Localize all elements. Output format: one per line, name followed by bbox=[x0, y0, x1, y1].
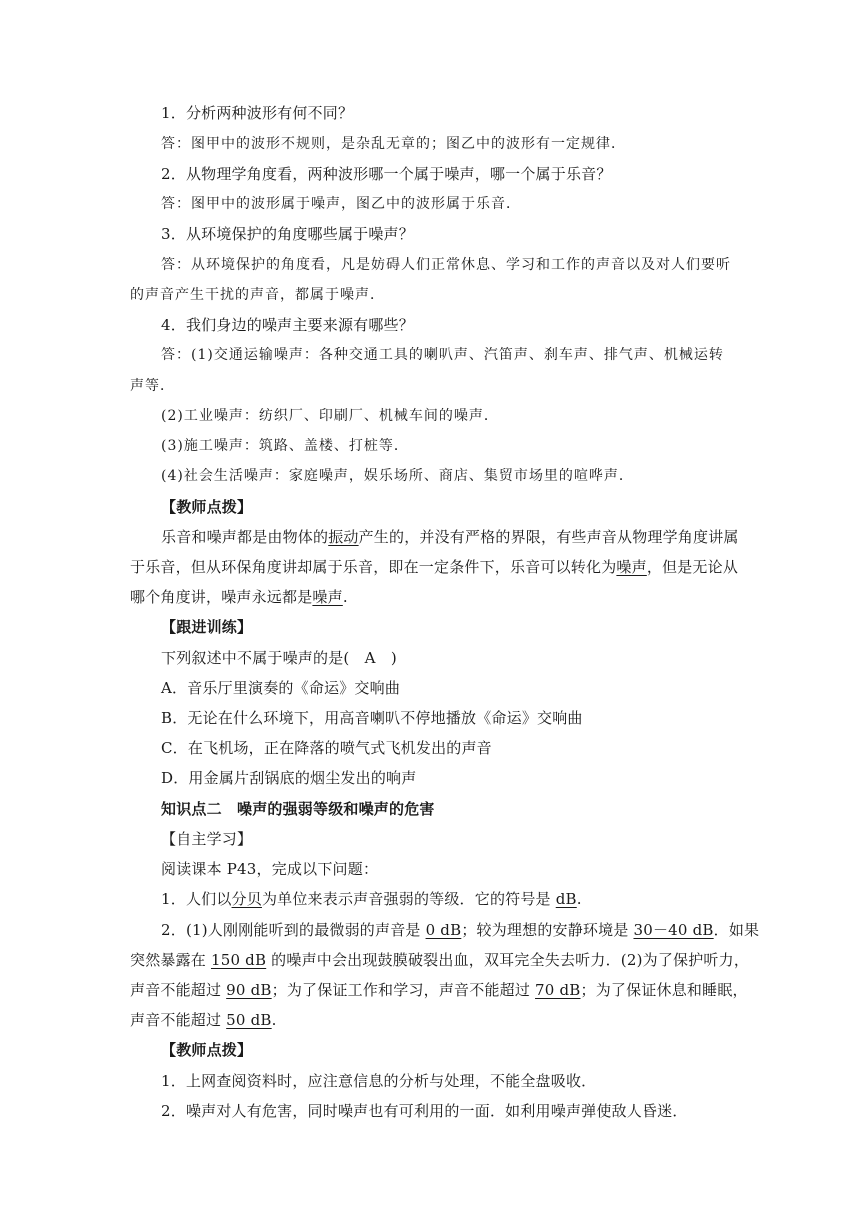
option-b: B．无论在什么环境下，用高音喇叭不停地播放《命运》交响曲 bbox=[161, 709, 583, 727]
question-2: 2．从物理学角度看，两种波形哪一个属于噪声，哪一个属于乐音？ bbox=[161, 165, 612, 183]
option-a: A．音乐厅里演奏的《命运》交响曲 bbox=[161, 679, 401, 697]
teacher-tip-heading-2: 【教师点拨】 bbox=[161, 1041, 253, 1059]
question-4: 4．我们身边的噪声主要来源有哪些？ bbox=[161, 316, 414, 334]
teacher-tip-heading: 【教师点拨】 bbox=[161, 498, 253, 516]
self-study-heading: 【自主学习】 bbox=[161, 830, 253, 848]
teacher-tip-line-1: 乐音和噪声都是由物体的振动产生的，并没有严格的界限，有些声音从物理学角度讲属 bbox=[161, 528, 739, 546]
option-d: D．用金属片刮锅底的烟尘发出的响声 bbox=[161, 769, 417, 787]
answer-3-line-1: 答：从环境保护的角度看，凡是妨碍人们正常休息、学习和工作的声音以及对人们要听 bbox=[161, 257, 731, 273]
answer-4-item-3: (3)施工噪声：筑路、盖楼、打桩等． bbox=[161, 438, 409, 454]
question-3: 3．从环境保护的角度哪些属于噪声？ bbox=[161, 225, 414, 243]
answer-4-line-1: 答：(1)交通运输噪声：各种交通工具的喇叭声、汽笛声、刹车声、排气声、机械运转 bbox=[161, 347, 724, 363]
item-2-line-3: 声音不能超过 90 dB；为了保证工作和学习，声音不能超过 70 dB；为了保证休息和睡眠， bbox=[130, 981, 748, 999]
question-1: 1．分析两种波形有何不同？ bbox=[161, 104, 354, 122]
tip-1: 1．上网查阅资料时，应注意信息的分析与处理，不能全盘吸收． bbox=[161, 1072, 597, 1090]
item-2-line-1: 2．(1)人刚刚能听到的最微弱的声音是 0 dB；较为理想的安静环境是 30－40 dB．如果 bbox=[161, 921, 760, 939]
section-title: 知识点二 噪声的强弱等级和噪声的危害 bbox=[161, 800, 435, 818]
self-study-intro: 阅读课本 P43，完成以下问题： bbox=[161, 860, 379, 878]
answer-4-item-2: (2)工业噪声：纺织厂、印刷厂、机械车间的噪声． bbox=[161, 408, 499, 424]
teacher-tip-line-3: 哪个角度讲，噪声永远都是噪声. bbox=[130, 588, 348, 606]
practice-stem: 下列叙述中不属于噪声的是( A ) bbox=[161, 649, 397, 667]
answer-3-line-2: 的声音产生干扰的声音，都属于噪声． bbox=[130, 287, 385, 303]
item-1: 1．人们以分贝为单位来表示声音强弱的等级．它的符号是 dB. bbox=[161, 890, 582, 908]
option-c: C．在飞机场，正在降落的喷气式飞机发出的声音 bbox=[161, 739, 492, 757]
item-2-line-4: 声音不能超过 50 dB. bbox=[130, 1011, 277, 1029]
answer-1: 答：图甲中的波形不规则，是杂乱无章的；图乙中的波形有一定规律． bbox=[161, 136, 626, 152]
teacher-tip-line-2: 于乐音，但从环保角度讲却属于乐音，即在一定条件下，乐音可以转化为噪声，但是无论从 bbox=[130, 558, 739, 576]
answer-2: 答：图甲中的波形属于噪声，图乙中的波形属于乐音． bbox=[161, 196, 521, 212]
practice-heading: 【跟进训练】 bbox=[161, 618, 253, 636]
answer-4-line-2: 声等． bbox=[130, 378, 175, 394]
item-2-line-2: 突然暴露在 150 dB 的噪声中会出现鼓膜破裂出血，双耳完全失去听力．(2)为了保护听力， bbox=[130, 951, 750, 969]
tip-2: 2．噪声对人有危害，同时噪声也有可利用的一面．如利用噪声弹使敌人昏迷． bbox=[161, 1102, 688, 1120]
answer-4-item-4: (4)社会生活噪声：家庭噪声，娱乐场所、商店、集贸市场里的喧哗声． bbox=[161, 468, 634, 484]
